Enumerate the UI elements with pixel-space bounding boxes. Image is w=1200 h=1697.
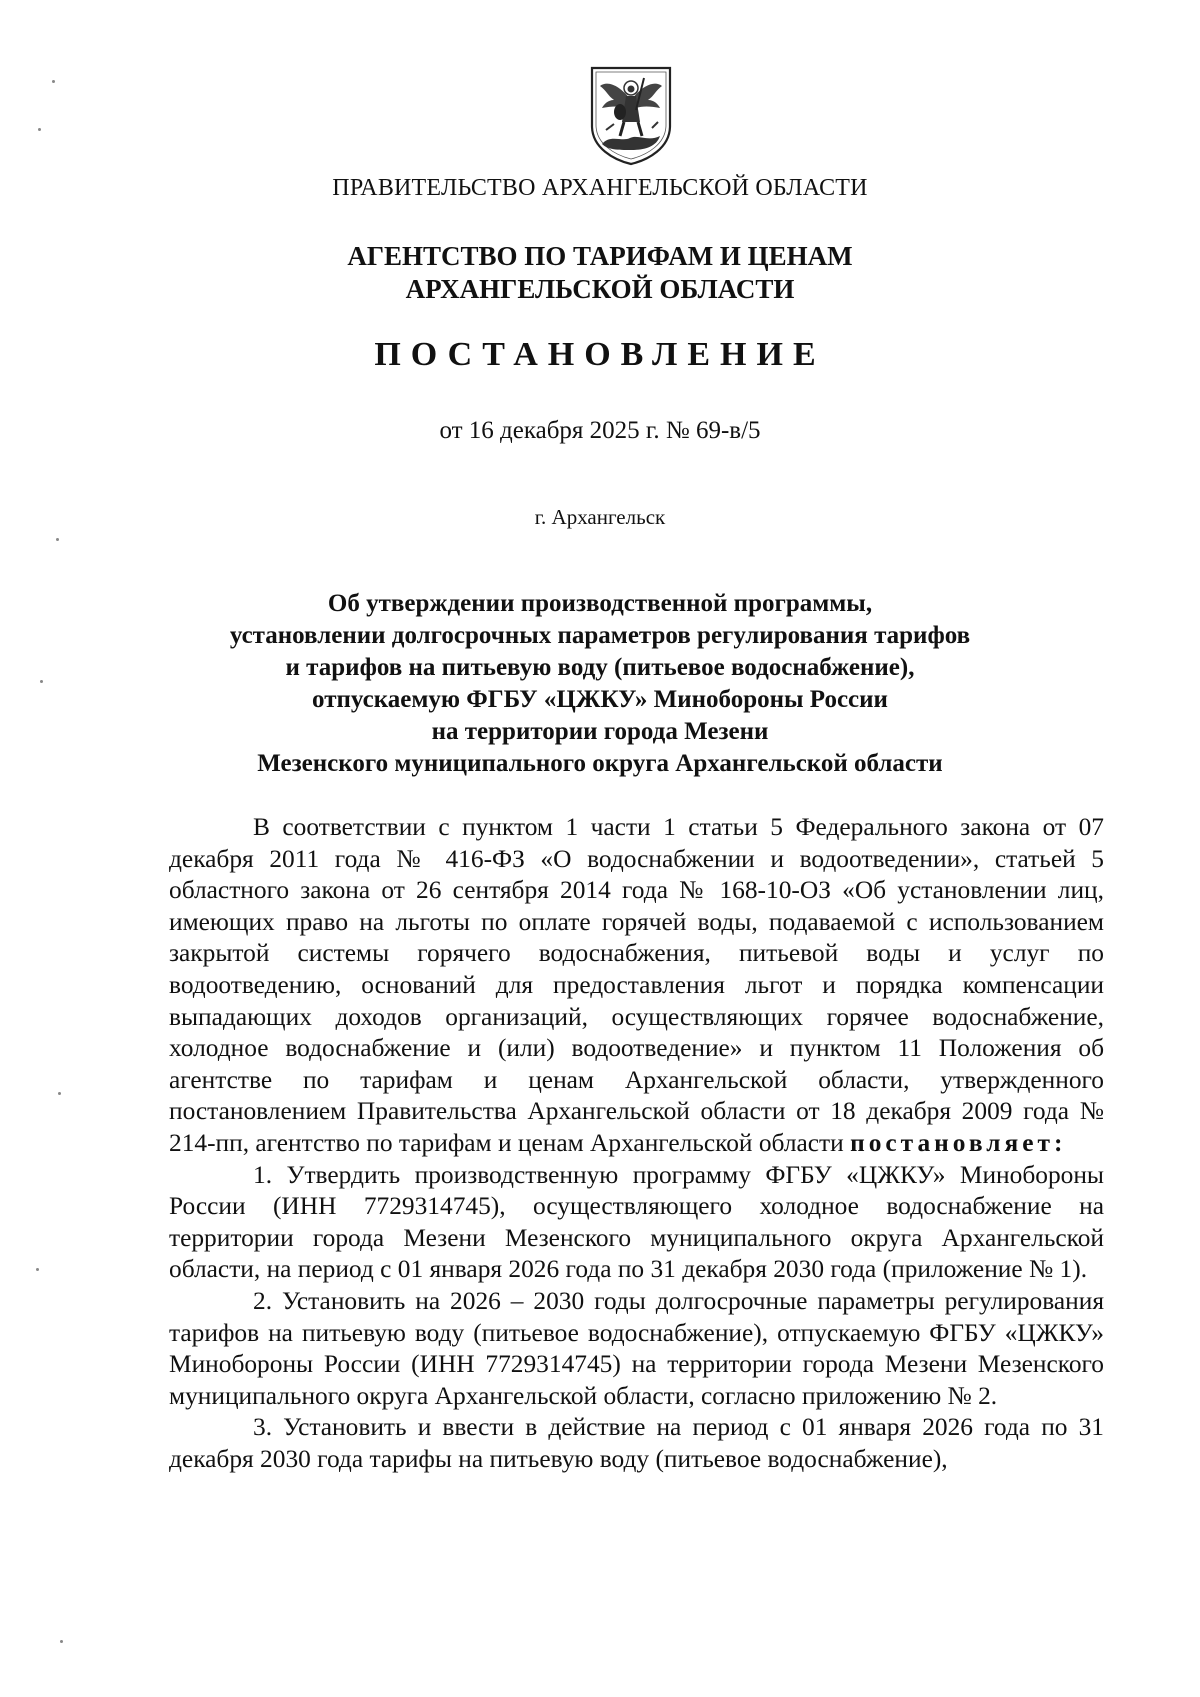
scan-speck (40, 680, 43, 683)
item-paragraph-2: 2. Установить на 2026 – 2030 годы долгосрочные параметры регулирования тарифов на питьевую воду (питьевое водоснабжение), отпускаемую ФГБУ «ЦЖКУ» Минобороны России (ИНН 7729314745) на территории города Мезени Мезенского муниципального округа Архангельской области, согласно приложению № 2. (169, 1286, 1104, 1410)
document-body (169, 812, 1104, 1475)
item-paragraph-1: 1. Утвердить производственную программу ФГБУ «ЦЖКУ» Минобороны России (ИНН 7729314745), осуществляющего холодное водоснабжение на территории города Мезени Мезенского муниципального округа Архангельской области, на период с 01 января 2026 года по 31 декабря 2030 года (приложение № 1). (169, 1160, 1104, 1284)
document-date-number: от 16 декабря 2025 г. № 69-в/5 (439, 417, 761, 444)
preamble-text: В соответствии с пунктом 1 части 1 статьи 5 Федерального закона от 07 декабря 2011 года № 416-ФЗ «О водоснабжении и водоотведении», статьей 5 областного закона от 26 сентября 2014 года № 168-10-ОЗ «Об установлении лиц, имеющих право на льготы по оплате горячей воды, подаваемой с использованием закрытой системы горячего водоснабжения, питьевой воды и услуг по водоотведению, оснований для предоставления льгот и порядка компенсации выпадающих доходов организаций, осуществляющих горячее водоснабжение, холодное водоснабжение и (или) водоотведение» и пунктом 11 Положения об агентстве по тарифам и ценам Архангельской области, утвержденного постановлением Правительства Архангельской области от 18 декабря 2009 года № 214-пп, агентство по тарифам и ценам Архангельской области (169, 813, 1104, 1157)
title-line: отпускаемую ФГБУ «ЦЖКУ» Минобороны России (312, 686, 888, 713)
government-name: ПРАВИТЕЛЬСТВО АРХАНГЕЛЬСКОЙ ОБЛАСТИ (332, 175, 868, 201)
scan-speck (56, 538, 59, 541)
document-city: г. Архангельск (534, 505, 666, 529)
agency-name (0, 240, 1200, 306)
title-line: Об утверждении производственной программы, (327, 590, 873, 617)
scan-speck (60, 1640, 63, 1643)
decree-word: постановляет: (850, 1128, 1067, 1157)
scan-speck (52, 80, 55, 83)
document-type: ПОСТАНОВЛЕНИЕ (374, 336, 826, 373)
scan-speck (38, 128, 41, 131)
title-line: на территории города Мезени (431, 718, 769, 745)
document-title (0, 588, 1200, 780)
preamble-paragraph (169, 812, 1104, 1160)
coat-of-arms-emblem (586, 64, 676, 166)
scan-speck (36, 1268, 39, 1271)
title-line: установлении долгосрочных параметров регулирования тарифов (229, 622, 971, 649)
title-line: Мезенского муниципального округа Архангельской области (257, 750, 943, 777)
title-line: и тарифов на питьевую воду (питьевое водоснабжение), (285, 654, 915, 681)
agency-name-line1: АГЕНТСТВО ПО ТАРИФАМ И ЦЕНАМ (347, 241, 853, 271)
agency-name-line2: АРХАНГЕЛЬСКОЙ ОБЛАСТИ (405, 274, 795, 304)
item-paragraph-3: 3. Установить и ввести в действие на период с 01 января 2026 года по 31 декабря 2030 года тарифы на питьевую воду (питьевое водоснабжение), (169, 1413, 1104, 1473)
scan-speck (58, 1092, 61, 1095)
